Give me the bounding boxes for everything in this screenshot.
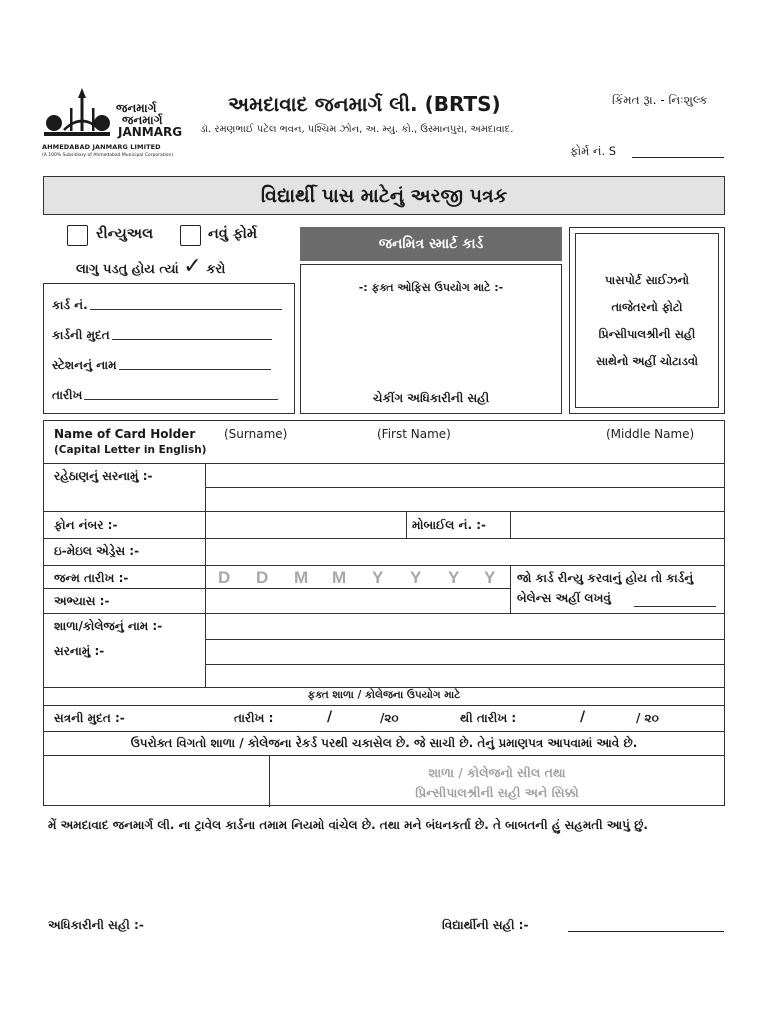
tick-icon: ✓	[183, 254, 202, 279]
renew-balance-field[interactable]	[634, 606, 716, 607]
dob-label: જન્મ તારીખ :-	[54, 571, 129, 585]
school-use-header: ફક્ત શાળા / કોલેજના ઉપયોગ માટે	[307, 689, 461, 701]
dob-box-3[interactable]: M	[294, 568, 309, 587]
card-validity-label: કાર્ડની મુદત	[52, 328, 110, 342]
photo-text-3: પ્રિન્સીપાલશ્રીની સહી	[598, 326, 696, 341]
logo-company-name: AHMEDABAD JANMARG LIMITED	[42, 143, 161, 151]
apply-note-text: લાગુ પડતુ હોય ત્યાં	[76, 262, 179, 277]
phone-label: ફોન નંબર :-	[54, 518, 118, 532]
from-date-label: તારીખ :	[234, 711, 274, 725]
student-signature-field[interactable]	[568, 931, 724, 932]
mobile-label: મોબાઈલ નં. :-	[412, 518, 487, 532]
study-field[interactable]	[206, 589, 510, 613]
smart-card-banner: જનમિત્ર સ્માર્ટ કાર્ડ	[300, 227, 562, 261]
school-name-label: શાળા/કોલેજનું નામ :-	[54, 619, 163, 633]
from-year: /૨૦	[380, 711, 399, 725]
dob-box-6[interactable]: Y	[410, 568, 422, 587]
new-form-checkbox[interactable]	[180, 225, 201, 246]
card-date-label: તારીખ	[52, 388, 83, 402]
card-holder-name-label: Name of Card Holder	[54, 427, 196, 441]
term-label: સત્રની મુદત :-	[54, 711, 125, 725]
card-holder-name-field[interactable]	[206, 441, 724, 463]
mobile-field[interactable]	[511, 512, 724, 538]
office-use-title: -: ફક્ત ઓફિસ ઉપયોગ માટે :-	[358, 281, 504, 294]
station-field[interactable]	[119, 369, 271, 370]
residence-field[interactable]	[206, 464, 724, 511]
apply-note	[76, 254, 226, 279]
dob-box-7[interactable]: Y	[448, 568, 460, 587]
logo-emblem-icon	[42, 86, 112, 138]
email-field[interactable]	[206, 539, 724, 565]
logo-gujarati-1: જનમાર્ગ	[116, 101, 157, 115]
card-info-box	[43, 283, 295, 414]
renewal-checkbox[interactable]	[67, 225, 88, 246]
card-number-field[interactable]	[90, 309, 282, 310]
first-name-label: (First Name)	[377, 427, 451, 441]
janmarg-logo	[42, 86, 192, 162]
from-date-slash: /	[327, 709, 333, 725]
photo-text-1: પાસપોર્ટ સાઈઝનો	[604, 272, 690, 287]
station-row	[52, 358, 271, 373]
renew-balance-note-2: બેલેન્સ અહીં લખવું	[517, 591, 611, 605]
to-year: / ૨૦	[636, 711, 659, 725]
apply-note-suffix: કરો	[206, 262, 226, 277]
applicant-details-form	[43, 420, 725, 806]
card-validity-row	[52, 328, 272, 343]
renewal-label: રીન્યુઅલ	[96, 226, 154, 242]
phone-field[interactable]	[206, 512, 406, 538]
seal-note-2: પ્રિન્સીપાલશ્રીની સહી અને સિક્કો	[415, 785, 579, 800]
form-number-label: ફોર્મ નં. S	[570, 144, 617, 158]
station-label: સ્ટેશનનું નામ	[52, 358, 117, 372]
student-signature-label: વિદ્યાર્થીની સહી :-	[442, 918, 529, 932]
card-validity-field[interactable]	[112, 339, 272, 340]
card-number-row	[52, 298, 282, 313]
renew-balance-note: જો કાર્ડ રીન્યુ કરવાનું હોય તો કાર્ડનું	[517, 571, 694, 585]
study-label: અભ્યાસ :-	[54, 594, 110, 608]
school-address-field[interactable]	[206, 640, 724, 687]
card-date-field[interactable]	[84, 399, 278, 400]
card-number-label: કાર્ડ નં.	[52, 298, 88, 312]
verification-statement: ઉપરોક્ત વિગતો શાળા / કોલેજના રેકર્ડ પરથી ચકાસેલ છે. જે સાચી છે. તેનું પ્રમાણપત્ર આપવામાં આવે છે.	[130, 736, 638, 750]
middle-name-label: (Middle Name)	[606, 427, 695, 441]
school-address-label: સરનામું :-	[54, 644, 105, 658]
dob-box-8[interactable]: Y	[484, 568, 496, 587]
officer-signature-label: અધિકારીની સહી :-	[48, 918, 144, 932]
card-date-row	[52, 388, 278, 403]
school-stamp-area[interactable]	[44, 756, 269, 807]
to-date-label: થી તારીખ :	[460, 711, 517, 725]
checker-signature-label: ચેકીંગ અધિકારીની સહી	[372, 391, 490, 405]
form-title: વિદ્યાર્થી પાસ માટેનું અરજી પત્રક	[43, 176, 725, 215]
photo-area	[575, 233, 719, 408]
capital-letter-note: (Capital Letter in English)	[54, 444, 207, 456]
surname-label: (Surname)	[224, 427, 288, 441]
residence-label: રહેઠાણનું સરનામું :-	[54, 469, 153, 483]
logo-subsidiary-note: (A 100% Subsidiary of Ahmedabad Municipal Corporation)	[42, 153, 174, 158]
form-number-field[interactable]	[632, 157, 724, 158]
logo-english-name: JANMARG	[118, 125, 183, 139]
consent-statement: મેં અમદાવાદ જનમાર્ગ લી. ના ટ્રાવેલ કાર્ડના તમામ નિયમો વાંચેલ છે. તથા મને બંધનકર્તા છે. તે બાબતની હું સહમતી આપું છું.	[48, 818, 648, 832]
organization-address: ડૉ. રમણભાઈ પટેલ ભવન, પશ્ચિમ ઝોન, અ. મ્યુ. કો., ઉસ્માનપુરા, અમદાવાદ.	[200, 124, 514, 135]
to-date-slash: /	[580, 709, 586, 725]
new-form-label: નવું ફોર્મ	[208, 226, 258, 242]
dob-box-2[interactable]: D	[256, 568, 269, 587]
email-label: ઇ-મેઇલ એડ્રેસ :-	[54, 544, 140, 558]
dob-box-1[interactable]: D	[218, 568, 231, 587]
seal-note-1: શાળા / કોલેજનો સીલ તથા	[428, 765, 566, 780]
price-label: કિંમત રૂા. - નિઃશુલ્ક	[612, 93, 708, 107]
photo-box[interactable]	[569, 227, 725, 414]
photo-text-4: સાથેનો અહીં ચોટાડવો	[596, 353, 698, 368]
office-use-box	[300, 264, 562, 414]
logo-gujarati-2: જનમાર્ગ	[122, 113, 163, 127]
dob-box-4[interactable]: M	[332, 568, 347, 587]
school-name-field[interactable]	[206, 614, 724, 639]
organization-title: અમદાવાદ જનમાર્ગ લી. (BRTS)	[228, 92, 501, 116]
dob-box-5[interactable]: Y	[372, 568, 384, 587]
photo-text-2: તાજેતરનો ફોટો	[611, 299, 683, 314]
